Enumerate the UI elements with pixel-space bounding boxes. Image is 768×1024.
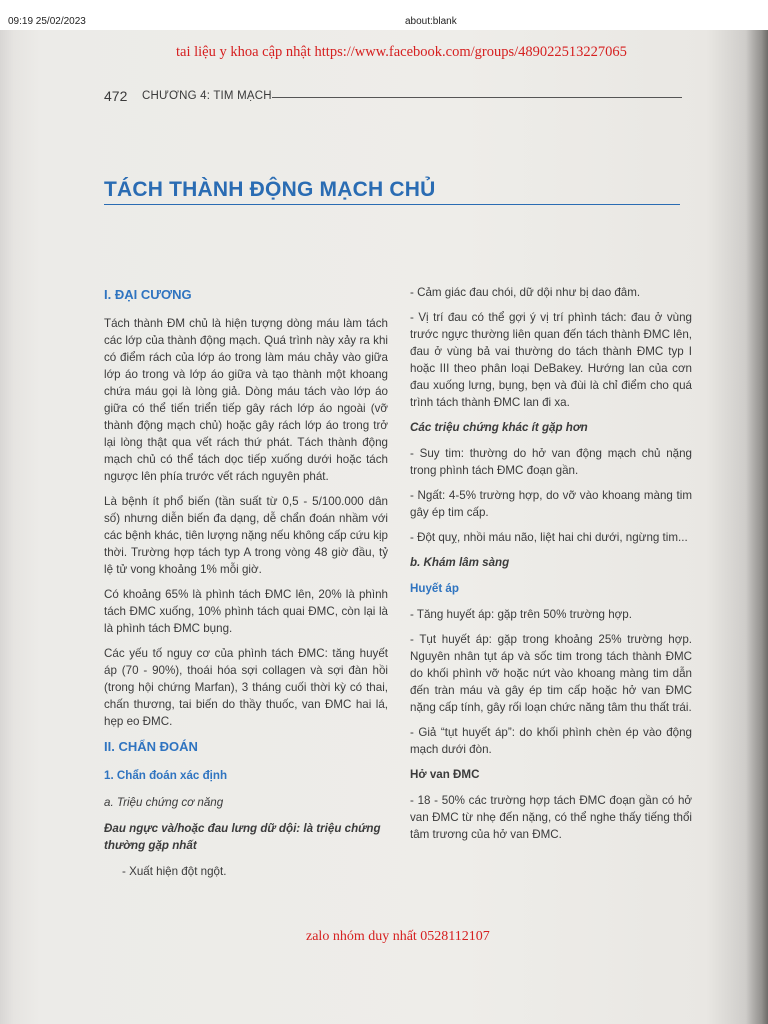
pain-item-sudden: - Xuất hiện đột ngột. [122,865,227,878]
other-symptom-heart-failure: - Suy tim: thường do hở van động mạch chủ nặng trong phình tách ĐMC đoạn gần. [410,447,692,477]
right-column [410,284,692,851]
bp-item-pseudo-hypotension: - Giả “tụt huyết áp”: do khối phình chèn ép vào động mạch dưới đòn. [410,726,692,756]
title-underline [104,204,680,205]
chapter-label: CHƯƠNG 4: TIM MẠCH [142,90,272,102]
bp-item-hypotension: - Tụt huyết áp: gặp trong khoảng 25% trường hợp. Nguyên nhân tụt áp và sốc tim trong tách thành ĐMC do khối phình vỡ hoặc nứt vào khoang màng tim dẫn đến tràn máu và gây ép tim cấp hoặc hở van ĐMC nặng cấp tính, gây rối loạn chức năng tâm thu thất trái. [410,633,692,714]
subheading-definitive-diagnosis: 1. Chẩn đoán xác định [104,769,228,782]
paragraph-epidemiology: Là bệnh ít phổ biến (tần suất từ 0,5 - 5/100.000 dân số) nhưng diễn biến đa dạng, dễ chẩn đoán nhầm với các bệnh khác, tiên lượng nặng nếu không cấp cứu kịp thời. Trường hợp tách typ A trong vòng 48 giờ đầu, tỷ lệ tử vong khoảng 1% mỗi giờ. [104,495,388,576]
paragraph-definition: Tách thành ĐM chủ là hiện tượng dòng máu làm tách các lớp của thành động mạch. Quá trình này xảy ra khi có điểm rách của lớp áo trong làm máu chảy vào giữa lớp áo trong và lớp áo giữa và tạo thành một khoang chứa máu gọi là lòng giả. Dòng máu tách vào lớp áo giữa có thể tiến triển tiếp gây rách lớp áo ngoài (vỡ thành động mạch chủ) hoặc gây rách lớp áo trong trở lại lòng thật qua vết rách thứ phát. Tách thành động mạch chủ có thể tách dọc tiếp xuống dưới hoặc tách ngược lên phía trước vết rách nguyên phát. [104,317,388,483]
pain-heading: Đau ngực và/hoặc đau lưng dữ dội: là triệu chứng thường gặp nhất [104,822,381,852]
section-heading-diagnosis: II. CHẨN ĐOÁN [104,739,198,754]
running-head [104,88,684,108]
pain-item-sharp: - Cảm giác đau chói, dữ dội như bị dao đâm. [410,286,641,299]
page-title: TÁCH THÀNH ĐỘNG MẠCH CHỦ [104,178,436,201]
other-symptom-stroke: - Đột quỵ, nhồi máu não, liệt hai chi dưới, ngừng tim... [410,531,688,544]
subheading-functional-symptoms: a. Triệu chứng cơ năng [104,796,224,809]
print-url: about:blank [405,16,457,27]
watermark-top: tai liệu y khoa cập nhật https://www.facebook.com/groups/489022513227065 [176,44,627,60]
valve-item-regurgitation: - 18 - 50% các trường hợp tách ĐMC đoạn gần có hở van ĐMC từ nhẹ đến nặng, có thể nghe thấy tiếng thổi tâm trương của hở van ĐMC. [410,794,692,841]
print-header [0,0,768,30]
page-binding-shadow [746,0,768,1024]
section-heading-general: I. ĐẠI CƯƠNG [104,287,192,302]
left-column [104,286,388,888]
page-number: 472 [104,88,128,104]
watermark-bottom: zalo nhóm duy nhất 0528112107 [306,929,490,944]
blood-pressure-heading: Huyết áp [410,582,459,595]
print-datetime: 09:19 25/02/2023 [8,16,86,27]
other-symptom-syncope: - Ngất: 4-5% trường hợp, do vỡ vào khoang màng tim gây ép tim cấp. [410,489,692,519]
subheading-clinical-exam: b. Khám lâm sàng [410,556,510,569]
paragraph-risk-factors: Các yếu tố nguy cơ của phình tách ĐMC: tăng huyết áp (70 - 90%), thoái hóa sợi collagen và sợi đàn hồi (trong hội chứng Marfan), 3 tháng cuối thời kỳ có thai, chấn thương, tai biến do thầy thuốc, van ĐMC hai lá, hẹp eo ĐMC. [104,647,388,728]
paragraph-distribution: Có khoảng 65% là phình tách ĐMC lên, 20% là phình tách ĐMC xuống, 10% phình tách quai ĐMC, còn lại là là phình tách ĐMC bụng. [104,588,388,635]
header-rule [272,97,682,98]
aortic-regurgitation-heading: Hở van ĐMC [410,768,480,781]
bp-item-hypertension: - Tăng huyết áp: gặp trên 50% trường hợp. [410,608,632,621]
pain-item-location: - Vị trí đau có thể gợi ý vị trí phình tách: đau ở vùng trước ngực thường liên quan đến tách thành ĐMC lên, đau ở vùng bả vai thường do tách thành ĐMC typ I hoặc III theo phân loại DeBakey. Hướng lan của cơn đau xuống lưng, bụng, bẹn và đùi là chỉ điểm cho quá trình tách thành ĐMC lan đi xa. [410,311,692,409]
other-symptoms-heading: Các triệu chứng khác ít gặp hơn [410,421,588,434]
